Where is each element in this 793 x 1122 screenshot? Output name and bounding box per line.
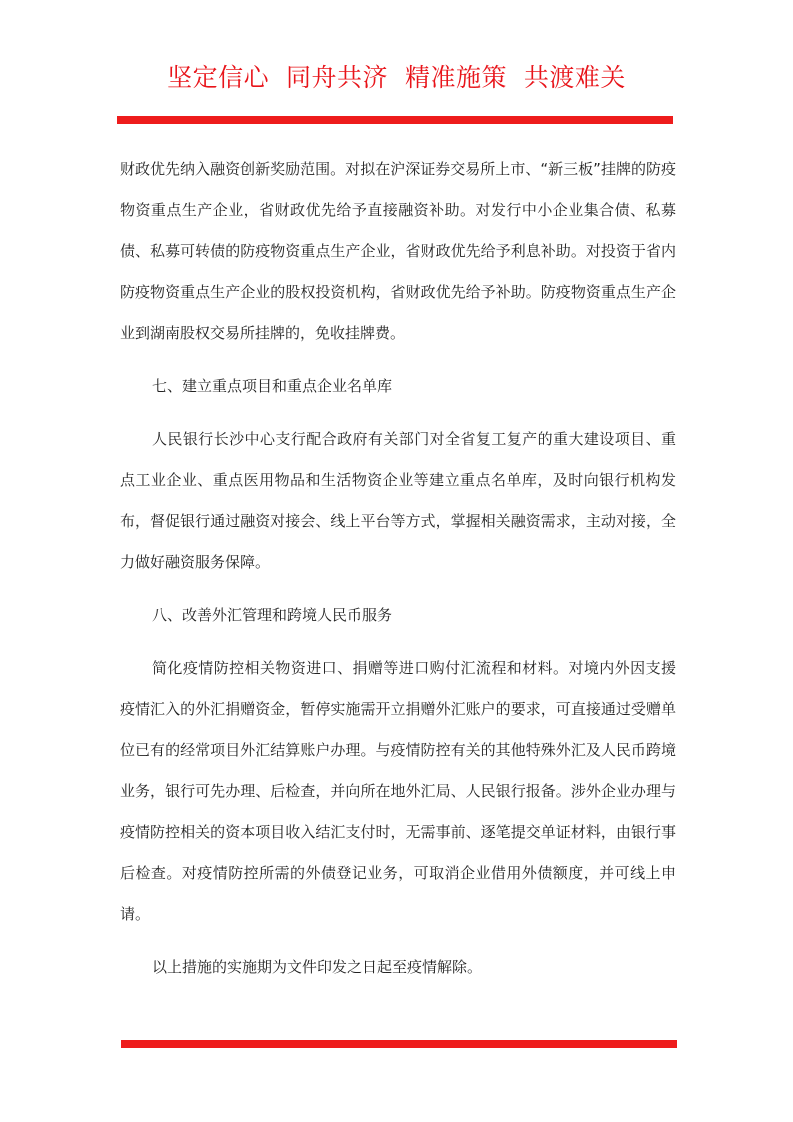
paragraph-forex: 简化疫情防控相关物资进口、捐赠等进口购付汇流程和材料。对境内外因支援疫情汇入的外汇捐赠资金，暂停实施需开立捐赠外汇账户的要求，可直接通过受赠单位已有的经常项目外汇结算账户办理。与疫情防控有关的其他特殊外汇及人民币跨境业务，银行可先办理、后检查，并向所在地外汇局、人民银行报备。涉外企业办理与疫情防控相关的资本项目收入结汇支付时，无需事前、逐笔提交单证材料，由银行事后检查。对疫情防控所需的外债登记业务，可取消企业借用外债额度，并可线上申请。 <box>120 659 676 923</box>
paragraph-key-list: 人民银行长沙中心支行配合政府有关部门对全省复工复产的重大建设项目、重点工业企业、重点医用物品和生活物资企业等建立重点名单库，及时向银行机构发布，督促银行通过融资对接会、线上平台等方式，掌握相关融资需求，主动对接，全力做好融资服务保障。 <box>120 430 676 571</box>
section-heading-8: 八、改善外汇管理和跨境人民币服务 <box>152 606 393 624</box>
paragraph-financing-subsidy: 财政优先纳入融资创新奖励范围。对拟在沪深证券交易所上市、“新三板”挂牌的防疫物资重点生产企业，省财政优先给予直接融资补助。对发行中小企业集合债、私募债、私募可转债的防疫物资重点生产企业，省财政优先给予利息补助。对投资于省内防疫物资重点生产企业的股权投资机构，省财政优先给予补助。防疫物资重点生产企业到湖南股权交易所挂牌的，免收挂牌费。 <box>120 160 676 342</box>
paragraph-effective-period: 以上措施的实施期为文件印发之日起至疫情解除。 <box>152 958 483 976</box>
page-title: 坚定信心 同舟共济 精准施策 共渡难关 <box>167 63 626 92</box>
bottom-divider <box>121 1040 677 1048</box>
section-heading-7: 七、建立重点项目和重点企业名单库 <box>152 377 393 395</box>
top-divider <box>117 116 673 124</box>
document-body <box>120 149 676 988</box>
